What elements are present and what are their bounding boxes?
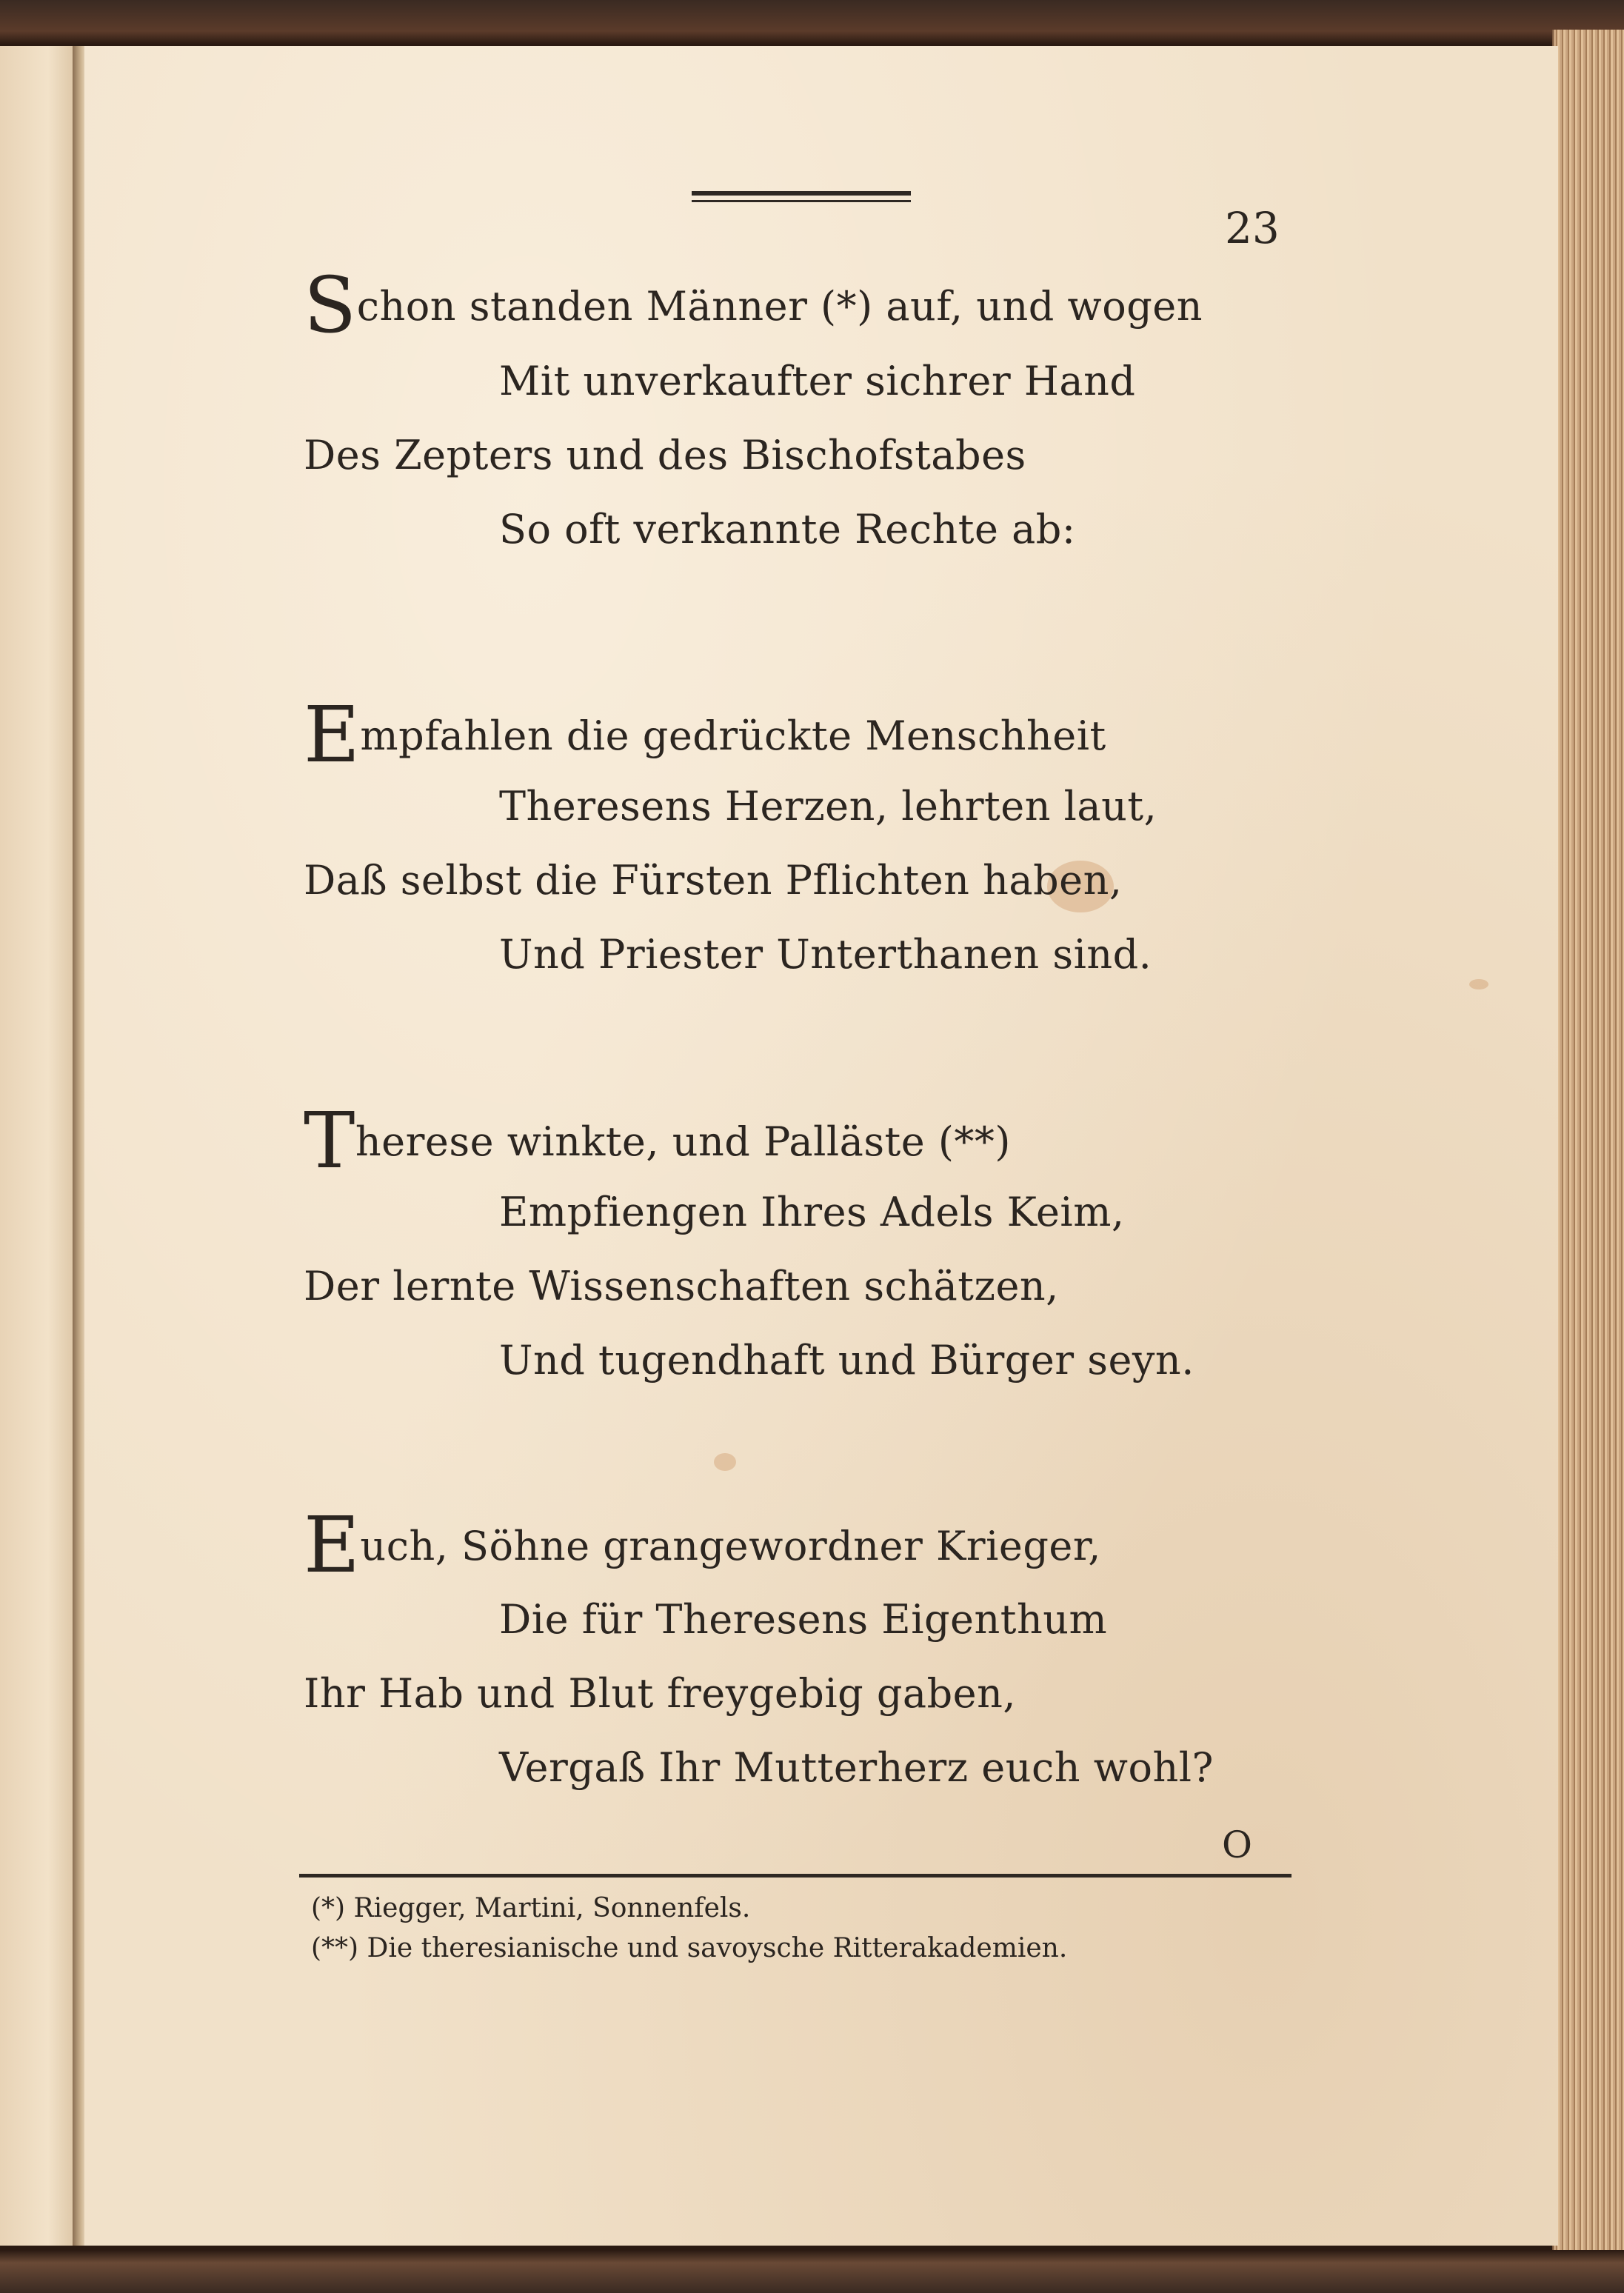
verse-line: Der lernte Wissenschaften schätzen, bbox=[304, 1263, 1059, 1309]
verse-line: Mit unverkaufter sichrer Hand bbox=[499, 358, 1136, 404]
book-cover-bottom bbox=[0, 2250, 1624, 2293]
verse-line: Theresens Herzen, lehrten laut, bbox=[499, 783, 1157, 830]
book-cover-top bbox=[0, 0, 1624, 44]
verse-line: So oft verkannte Rechte ab: bbox=[499, 506, 1076, 553]
drop-initial: E bbox=[304, 690, 361, 780]
verse-line: Daß selbst die Fürsten Pflichten haben, bbox=[304, 857, 1123, 904]
catchword: O bbox=[1222, 1823, 1252, 1866]
verse-line: Empfiengen Ihres Adels Keim, bbox=[499, 1189, 1125, 1235]
previous-page-edge bbox=[0, 46, 80, 2246]
verse-line: Euch, Söhne grangewordner Krieger, bbox=[304, 1500, 1101, 1590]
footnote-2: (**) Die theresianische und savoysche Ritterakademien. bbox=[311, 1933, 1068, 1963]
paper-stain bbox=[714, 1453, 736, 1471]
verse-line: Schon standen Männer (*) auf, und wogen bbox=[304, 260, 1203, 350]
verse-line: Und tugendhaft und Bürger seyn. bbox=[499, 1337, 1194, 1384]
page-stack-edge bbox=[1552, 30, 1624, 2259]
paper-stain bbox=[1469, 979, 1488, 989]
drop-initial: S bbox=[304, 260, 357, 350]
header-ornament-rule bbox=[692, 191, 911, 202]
verse-line: Vergaß Ihr Mutterherz euch wohl? bbox=[499, 1744, 1214, 1791]
drop-initial: E bbox=[304, 1500, 361, 1590]
verse-line: Des Zepters und des Bischofstabes bbox=[304, 432, 1026, 478]
verse-line: Ihr Hab und Blut freygebig gaben, bbox=[304, 1670, 1017, 1717]
verse-line: Therese winkte, und Palläste (**) bbox=[304, 1095, 1011, 1186]
verse-line: Empfahlen die gedrückte Menschheit bbox=[304, 690, 1106, 780]
footnote-rule bbox=[299, 1874, 1291, 1878]
book-page bbox=[84, 46, 1558, 2246]
verse-line: Und Priester Unterthanen sind. bbox=[499, 931, 1152, 978]
verse-line: Die für Theresens Eigenthum bbox=[499, 1596, 1108, 1643]
page-number: 23 bbox=[1225, 203, 1280, 253]
footnote-1: (*) Riegger, Martini, Sonnenfels. bbox=[311, 1893, 751, 1923]
drop-initial: T bbox=[304, 1095, 355, 1186]
